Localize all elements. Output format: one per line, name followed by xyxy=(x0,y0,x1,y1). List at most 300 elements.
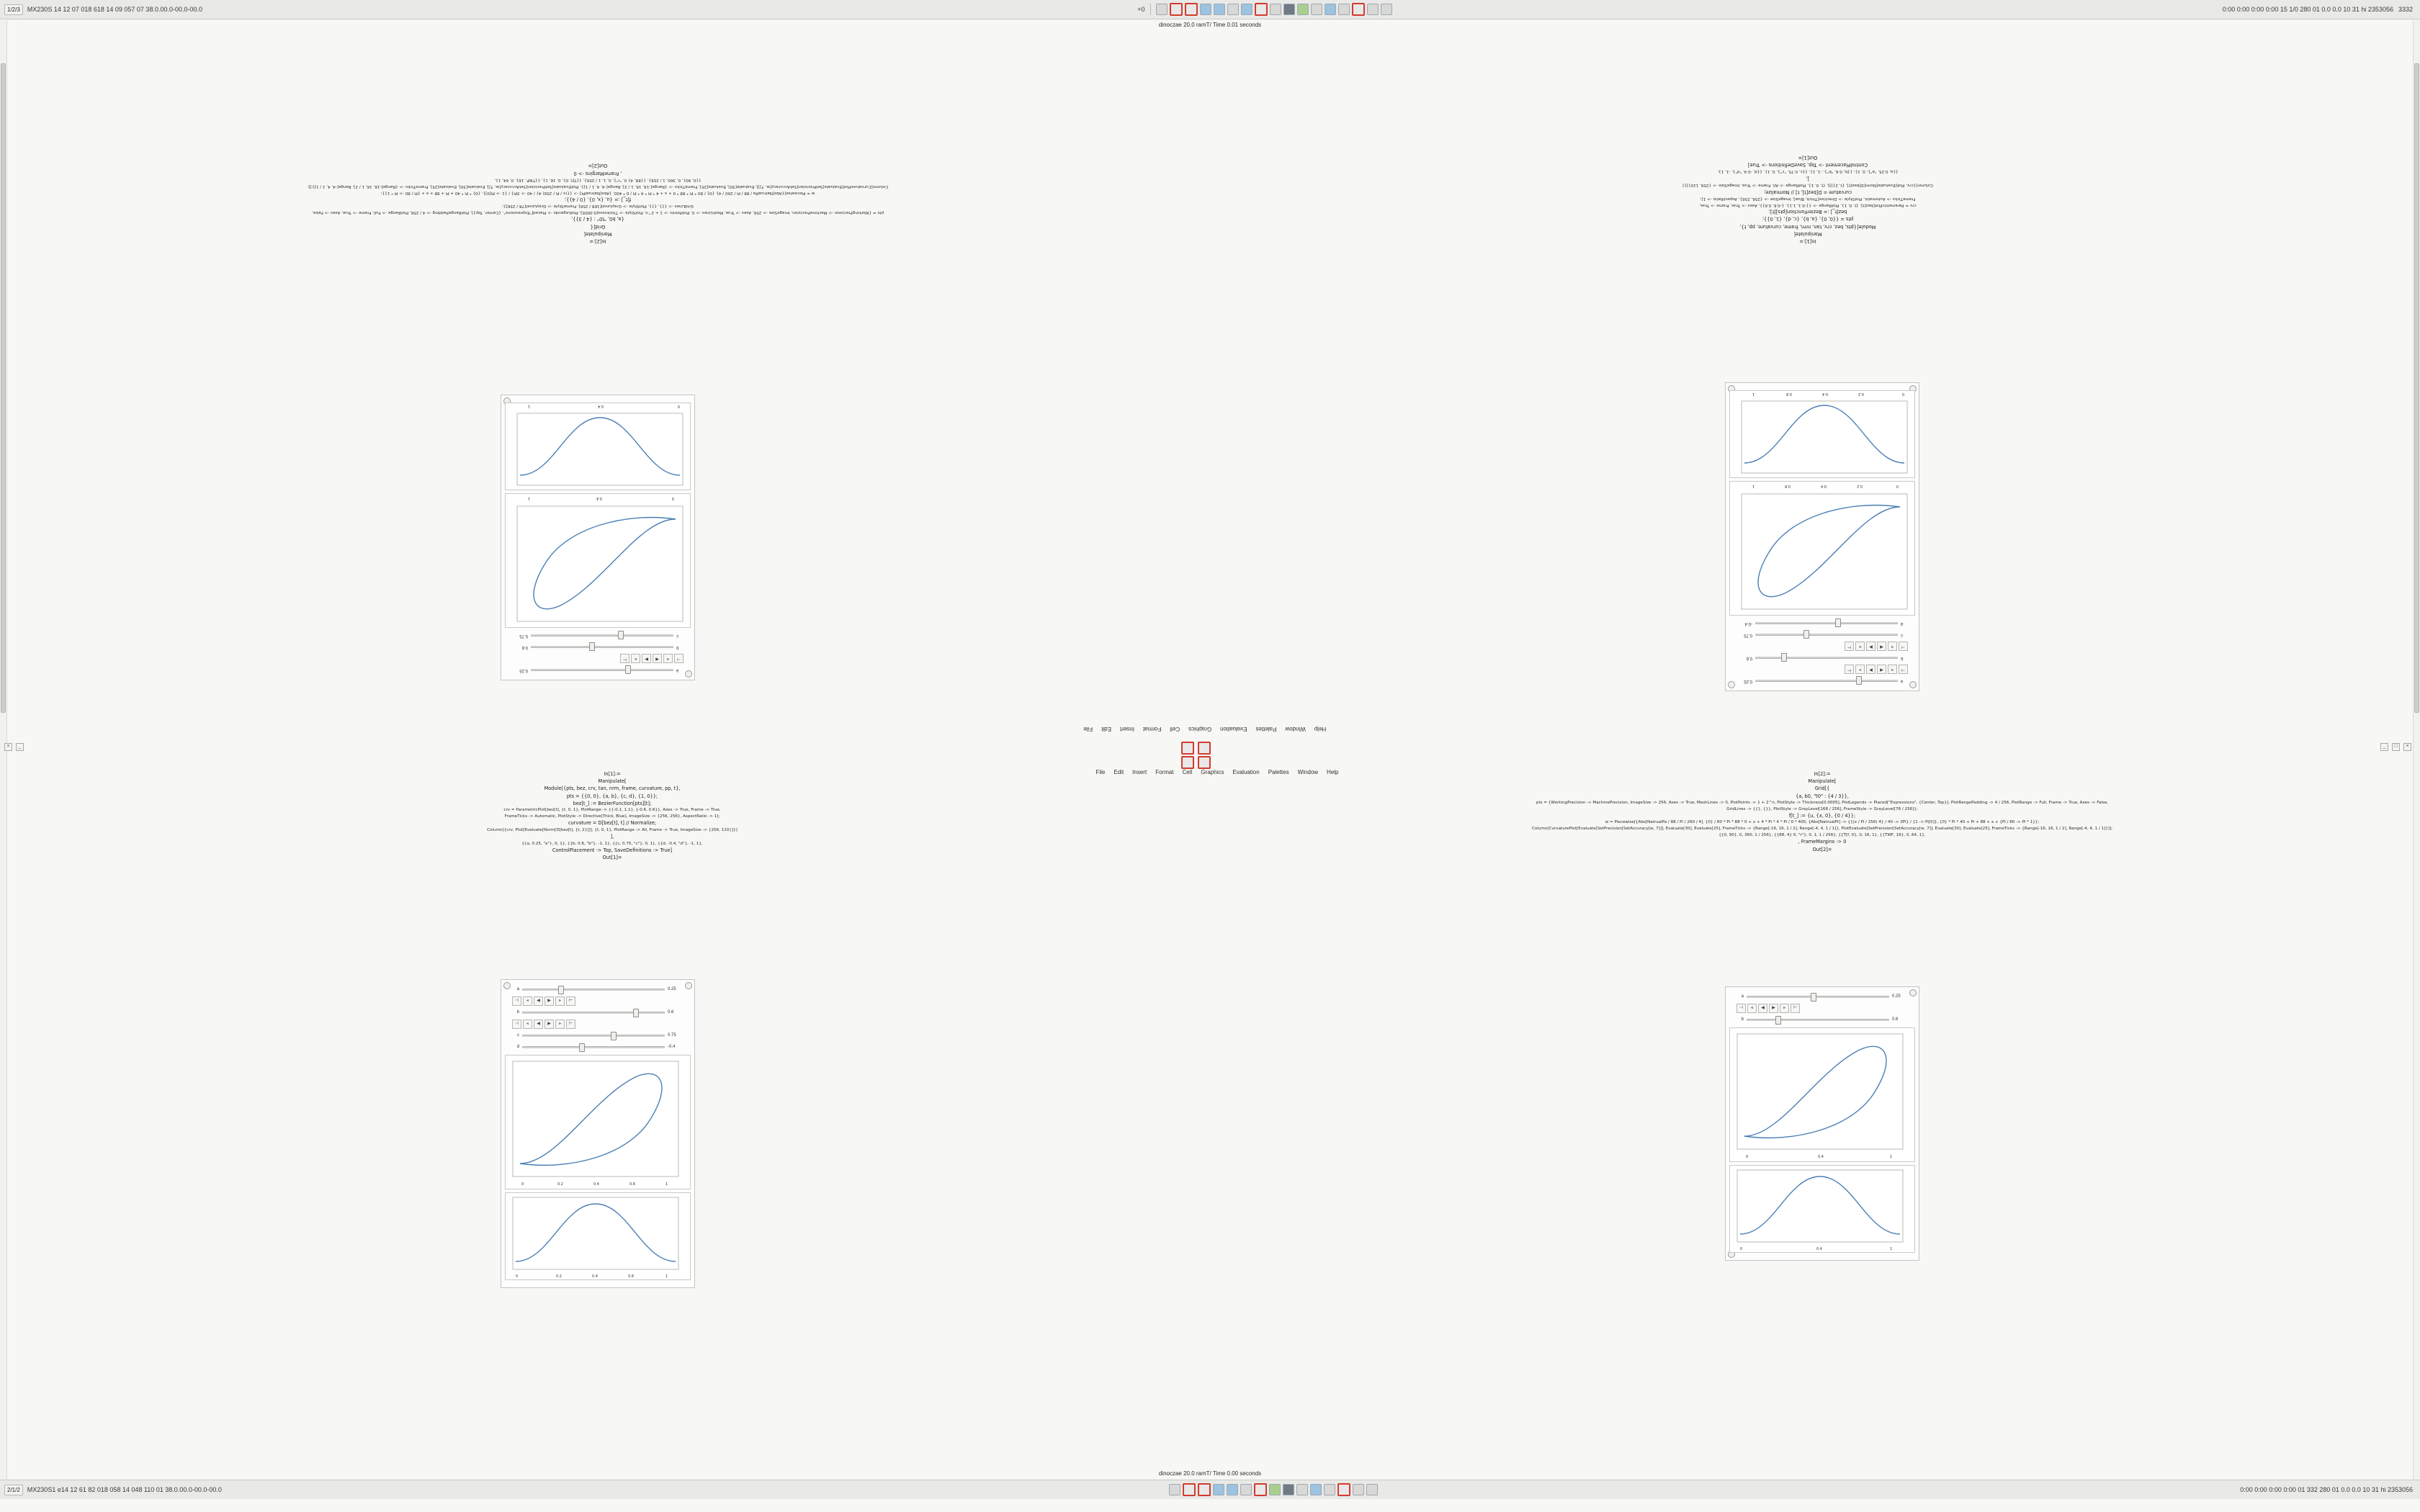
play-back-button[interactable]: ◀ xyxy=(534,996,543,1006)
code-line[interactable]: Grid[{ xyxy=(1814,786,1830,792)
svg-text:0.4: 0.4 xyxy=(598,404,604,408)
svg-text:0.2: 0.2 xyxy=(557,1182,563,1187)
slider-b-b[interactable] xyxy=(522,1009,665,1016)
control-row-d[interactable] xyxy=(1736,618,1908,629)
slider-c-2[interactable] xyxy=(531,632,673,639)
control-row-a-b[interactable] xyxy=(512,984,684,994)
svg-text:0.8: 0.8 xyxy=(1786,392,1792,396)
step-start-button[interactable]: ⊣ xyxy=(674,654,684,664)
control-button-row-b2[interactable] xyxy=(512,1019,684,1029)
curvature-plot-svg-b xyxy=(506,1193,686,1279)
step-end-button[interactable]: ⊢ xyxy=(620,654,629,664)
step-start-button[interactable]: ⊣ xyxy=(1899,665,1908,675)
output-label-left-b: Out[1]= xyxy=(602,855,622,861)
control-label-c-2: c xyxy=(676,634,678,638)
slider-d-b[interactable] xyxy=(522,1043,665,1050)
code-line[interactable]: GridLines -> {{}, {}}, PlotStyle -> GrayLevel[168 / 256], FrameStyle -> GrayLevel[78 / 256]}; xyxy=(502,204,694,209)
svg-text:0.4: 0.4 xyxy=(592,1274,598,1279)
app-icon-alert-b[interactable] xyxy=(1254,1483,1267,1496)
animation-buttons-b2[interactable] xyxy=(512,1020,575,1029)
slider-track xyxy=(1755,622,1898,624)
control-label-a-rb: a xyxy=(1741,994,1744,999)
panel-corner-handle[interactable] xyxy=(685,982,692,989)
step-back-fast-button[interactable]: ⫷ xyxy=(1747,1004,1757,1013)
app-icon-terminal-b[interactable] xyxy=(1240,1484,1252,1495)
input-label-left: In[1]:= xyxy=(1799,238,1816,244)
play-forward-button[interactable]: ▶ xyxy=(544,1020,554,1029)
code-line[interactable]: Column[CurvaturePlot[Evaluate[SetPrecision[SetAccuracy[w, 7]]], Evaluate[30], Evaluate[25], FrameTicks -> {Range[-16, 16, 1 / 2], Range[-4, 4, 1 / 1]}, PlotEvaluate[SetPrecision[SetAccuracy[w, 7]], Evaluate[30], Evaluate[25], FrameTicks -> {Range[-16, 16, 1 / 2], Range[-4, 4, 1 / 1]}]]; xyxy=(307,184,889,189)
play-forward-button[interactable]: ▶ xyxy=(1769,1004,1778,1013)
curvature-plot-svg-2 xyxy=(510,403,690,490)
code-line[interactable]: Manipulate[ xyxy=(598,778,627,785)
slider-thumb[interactable] xyxy=(618,631,624,639)
slider-thumb[interactable] xyxy=(589,642,595,651)
app-icon-recording-b[interactable] xyxy=(1183,1483,1196,1496)
step-back-fast-button[interactable]: ⫷ xyxy=(523,1020,532,1029)
code-line[interactable]: w = Piecewise[{Abs[NatrualPa / 88 / Pi / 260 / 4], {0} / 80 * Pi * 88 * 0 + x + 4 * Pi * 4 * Pi / 0 * 400, {Abs[NatrualPt] -> {{(x / Pi / 256) 4} / 40 -> 3Pi} / {1 -> Pi[0]}, {0} * Pi * 40 + Pi + 88 + x + {Pi / 80 -> Pi * 1}}; xyxy=(1605,820,2040,825)
play-back-button[interactable]: ◀ xyxy=(653,654,662,664)
curvature-plot-2[interactable] xyxy=(505,402,691,490)
slider-track xyxy=(531,646,673,648)
slider-track xyxy=(522,989,665,991)
svg-text:0.4: 0.4 xyxy=(596,496,602,500)
app-icon-alert-b2[interactable] xyxy=(1337,1483,1350,1496)
curvature-plot-b[interactable] xyxy=(505,1192,691,1280)
control-value-c: 0.75 xyxy=(1744,633,1752,637)
control-value-a-2: 0.25 xyxy=(519,668,528,672)
play-forward-button[interactable]: ▶ xyxy=(1866,642,1876,652)
code-line[interactable]: f[t_] := {u, {x, 0}, {0 / 4}}; xyxy=(564,196,632,202)
control-label-b-2: b xyxy=(676,645,679,649)
code-line[interactable]: bez[t_] := BezierFunction[pts][t]; xyxy=(573,800,652,806)
menu-item-edit[interactable]: Edit xyxy=(1113,769,1124,775)
svg-text:1: 1 xyxy=(527,496,530,500)
input-label-right: In[2]:= xyxy=(589,238,606,244)
code-line[interactable]: , FrameMargins -> 0 xyxy=(1798,839,1847,845)
svg-text:0.4: 0.4 xyxy=(1822,392,1828,396)
play-forward-button[interactable]: ▶ xyxy=(1866,665,1876,675)
svg-text:1: 1 xyxy=(1752,484,1754,488)
manipulate-output-right[interactable] xyxy=(501,395,695,680)
control-row-c[interactable] xyxy=(1736,630,1908,640)
code-line[interactable]: curvature = D[bez[t], t] // Normalize; xyxy=(568,820,657,827)
svg-text:0.8: 0.8 xyxy=(1785,484,1791,488)
bezier-plot-svg xyxy=(1734,482,1914,615)
app-icon-misc-b2[interactable] xyxy=(1353,1484,1364,1495)
svg-text:0: 0 xyxy=(1746,1155,1749,1159)
step-forward-fast-button[interactable]: ⫸ xyxy=(1855,642,1865,652)
panel-corner-handle[interactable] xyxy=(503,982,511,989)
animation-buttons[interactable] xyxy=(1845,665,1908,675)
input-label-left-b: In[1]:= xyxy=(604,771,621,777)
code-line[interactable]: Manipulate[ xyxy=(1793,230,1822,237)
step-forward-fast-button[interactable]: ⫸ xyxy=(1855,665,1865,675)
bottom-panel-right-group xyxy=(2240,1486,2420,1493)
slider-b-rb[interactable] xyxy=(1747,1016,1889,1023)
slider-track xyxy=(1755,680,1898,682)
input-cell-right-b[interactable] xyxy=(1275,770,2370,853)
slider-thumb[interactable] xyxy=(1781,653,1787,662)
play-forward-button[interactable]: ▶ xyxy=(642,654,651,664)
slider-b-2[interactable] xyxy=(531,644,673,651)
code-line[interactable]: Module[{pts, bez, crv, tan, nrm, frame, curvature, pp, t}, xyxy=(544,786,681,792)
animation-buttons-3[interactable] xyxy=(620,654,684,664)
input-cell-right[interactable] xyxy=(50,162,1145,245)
bezier-curve-plot-b[interactable] xyxy=(505,1055,691,1189)
manipulate-output-left[interactable] xyxy=(1725,382,1919,691)
close-icon-left[interactable]: × xyxy=(4,743,12,751)
menu-item-insert-m[interactable]: Insert xyxy=(1119,726,1134,732)
panel-corner-handle[interactable] xyxy=(1728,681,1735,688)
curvature-plot-svg xyxy=(1734,391,1914,477)
bezier-plot-svg-rb xyxy=(1730,1028,1910,1161)
window-controls-left[interactable] xyxy=(4,743,24,751)
slider-thumb[interactable] xyxy=(1803,630,1809,639)
slider-a-2[interactable] xyxy=(531,667,673,674)
clock-top[interactable]: 3332 xyxy=(2398,6,2413,13)
control-value-b: 0.6 xyxy=(1746,656,1752,660)
slider-track xyxy=(1747,996,1889,998)
control-row-d-b[interactable] xyxy=(512,1042,684,1052)
window-status-line: dinoczae 20.0 ramT/ Time 0.01 seconds xyxy=(1158,22,1262,28)
code-line[interactable]: ControlPlacement -> Top, SaveDefinitions -> True] xyxy=(552,847,673,854)
svg-text:0.2: 0.2 xyxy=(1858,392,1864,396)
code-line[interactable]: {a, b0, "t0" : {4 / 3}}, xyxy=(1796,793,1849,799)
manipulate-panel-rb[interactable] xyxy=(1725,986,1919,1261)
code-line[interactable]: Column[{crv, Plot[Evaluate[Norm[D[bez[t], {t, 2}]]], {t, 0, 1}, PlotRange -> All, Frame -> True, ImageSize -> {256, 110}]}] xyxy=(487,827,738,832)
code-line[interactable]: GridLines -> {{}, {}}, PlotStyle -> GrayLevel[168 / 256], FrameStyle -> GrayLevel[78 / 256]}; xyxy=(1726,806,1918,811)
menu-item-file-m2[interactable]: File xyxy=(1083,726,1093,732)
code-line[interactable]: FrameTicks -> Automatic, PlotStyle -> Directive[Thick, Blue], ImageSize -> {256, 256}, AspectRatio -> 1]; xyxy=(504,814,720,819)
code-line[interactable]: crv = ParametricPlot[bez[t], {t, 0, 1}, PlotRange -> {{-0.1, 1.1}, {-0.6, 0.6}}, Axes -> True, Frame -> True, xyxy=(503,808,721,813)
play-back-button[interactable]: ◀ xyxy=(1877,642,1886,652)
code-line[interactable]: Column[CurvaturePlot[Evaluate[SetPrecision[SetAccuracy[w, 7]]], Evaluate[30], Evaluate[25], FrameTicks -> {Range[-16, 16, 1 / 2], Range[-4, 4, 1 / 1]}, PlotEvaluate[SetPrecision[SetAccuracy[w, 7]], Evaluate[30], Evaluate[25], FrameTicks -> {Range[-16, 16, 1 / 2], Range[-4, 4, 1 / 1]}]]; xyxy=(1531,827,2113,832)
code-line[interactable]: ControlPlacement -> Top, SaveDefinitions -> True] xyxy=(1747,161,1868,168)
code-line[interactable]: FrameTicks -> Automatic, PlotStyle -> Directive[Thick, Blue], ImageSize -> {256, 256}, AspectRatio -> 1]; xyxy=(1700,197,1916,202)
step-end-button[interactable]: ⊢ xyxy=(566,996,575,1006)
control-button-row-3[interactable] xyxy=(512,654,684,664)
code-line[interactable]: Column[{crv, Plot[Evaluate[Norm[D[bez[t], {t, 2}]]], {t, 0, 1}, PlotRange -> All, Frame -> True, ImageSize -> {256, 110}]}] xyxy=(1682,183,1933,188)
slider-track xyxy=(531,634,673,636)
play-back-button[interactable]: ◀ xyxy=(1877,665,1886,675)
minimize-icon-left[interactable]: _ xyxy=(16,743,24,751)
code-line[interactable]: Manipulate[ xyxy=(583,230,612,237)
control-button-row-1[interactable] xyxy=(1736,665,1908,675)
taskbar-count-top: +0 xyxy=(1137,6,1145,13)
control-row-a-rb[interactable] xyxy=(1736,991,1908,1002)
svg-text:0: 0 xyxy=(1901,392,1904,396)
svg-text:1: 1 xyxy=(666,1274,668,1279)
code-line[interactable]: w = Piecewise[{Abs[NatrualPa / 88 / Pi / 260 / 4], {0} / 80 * Pi * 88 * 0 + x + 4 * Pi * 4 * Pi / 0 * 400, {Abs[NatrualPt] -> {{(x / Pi / 256) 4} / 40 -> 3Pi} / {1 -> Pi[0]}, {0} * Pi * 40 + Pi + 88 + x + {Pi / 80 -> Pi * 1}}; xyxy=(380,190,815,195)
step-back-fast-button[interactable]: ⫷ xyxy=(523,996,532,1006)
control-label-d-b: d xyxy=(516,1045,519,1049)
app-icon-settings-b[interactable] xyxy=(1283,1484,1294,1495)
control-value-c-b: 0.75 xyxy=(668,1033,676,1038)
play-forward-button[interactable]: ▶ xyxy=(544,996,554,1006)
control-value-d: -0.4 xyxy=(1744,621,1752,626)
menu-item-evaluation-m[interactable]: Evaluation xyxy=(1220,726,1247,732)
slider-a-rb[interactable] xyxy=(1747,993,1889,1000)
code-line[interactable]: , FrameMargins -> 0 xyxy=(573,170,622,176)
step-end-button[interactable]: ⊢ xyxy=(1845,642,1854,652)
control-label-a: a xyxy=(1901,679,1904,683)
control-value-b-2: 0.6 xyxy=(521,645,528,649)
step-end-button[interactable]: ⊢ xyxy=(1845,665,1854,675)
input-label-right-b: In[2]:= xyxy=(1814,771,1831,777)
system-status-bottom: 0:00 0:00 0:00 0:00 01 332 280 01 0.0 0.0 10 31 hi 2353056 xyxy=(2240,1486,2413,1493)
manipulate-output-right-b[interactable] xyxy=(1725,986,1919,1261)
slider-thumb[interactable] xyxy=(1811,993,1816,1002)
slider-track xyxy=(531,669,673,671)
control-value-b-rb: 0.6 xyxy=(1892,1017,1899,1022)
code-line[interactable]: Manipulate[ xyxy=(1808,778,1837,785)
code-line[interactable]: crv = ParametricPlot[bez[t], {t, 0, 1}, PlotRange -> {{-0.1, 1.1}, {-0.6, 0.6}}, Axes -> True, Frame -> True, xyxy=(1699,202,1917,207)
control-button-row-2[interactable] xyxy=(1736,642,1908,652)
app-icon-files-b[interactable] xyxy=(1169,1484,1180,1495)
menu-item-file[interactable]: File xyxy=(1095,769,1106,775)
manipulate-output-left-b[interactable] xyxy=(501,979,695,1288)
code-line[interactable]: {{0, 90}, 0, 360, 1 / 256}, {{88, 4} 0, "r"}, 0, 1, 1 / 256}, {{T[f, 0}, 0, 16, 1}, {{TWF, 16}, 0, 64, 1}, xyxy=(494,178,702,183)
svg-text:1: 1 xyxy=(1890,1155,1893,1159)
control-button-row-b1[interactable] xyxy=(512,996,684,1006)
input-cell-left[interactable] xyxy=(1282,153,2334,245)
panel-corner-handle[interactable] xyxy=(685,670,692,678)
manipulate-panel-2[interactable] xyxy=(501,395,695,680)
bezier-curve-plot-2[interactable] xyxy=(505,493,691,628)
slider-thumb[interactable] xyxy=(633,1009,639,1017)
step-forward-fast-button[interactable]: ⫸ xyxy=(555,996,565,1006)
control-row-b[interactable] xyxy=(1736,653,1908,663)
control-row-a[interactable] xyxy=(1736,676,1908,686)
svg-text:1: 1 xyxy=(1752,392,1754,396)
menu-item-cell-m[interactable]: Cell xyxy=(1170,726,1180,732)
control-label-b: b xyxy=(1901,656,1904,660)
control-label-b-b: b xyxy=(516,1010,519,1014)
slider-thumb[interactable] xyxy=(1835,618,1841,627)
center-toolbar-row-1[interactable] xyxy=(1181,742,1211,755)
control-row-c-b[interactable] xyxy=(512,1030,684,1040)
code-line[interactable]: pts = {WorkingPrecision -> MachinePrecision, ImageSize -> 256, Axes -> True, MeshLines -> 0, PlotPoints -> 1 + 2^n, PlotStyle -> Thickness[0.0005], PlotLegends -> Placed["Expressions", {Center, Top}], PlotRangePadding -> 4 / 256, PlotRange -> Full, Frame -> True, Axes -> False, xyxy=(1536,800,2109,805)
control-value-b-b: 0.6 xyxy=(668,1010,674,1014)
svg-text:0: 0 xyxy=(521,1182,524,1187)
system-status-top: 0:00 0:00 0:00 0:00 15 1/0 280 01 0.0 0.0 10 31 hi 2353056 xyxy=(2222,6,2393,13)
mirrored-notebook-top xyxy=(0,0,2420,749)
svg-text:0.4: 0.4 xyxy=(1821,484,1827,488)
play-back-button[interactable]: ◀ xyxy=(1758,1004,1767,1013)
menu-item-palettes[interactable]: Palettes xyxy=(1268,769,1289,775)
step-start-button[interactable]: ⊣ xyxy=(512,1020,521,1029)
curvature-plot-svg-rb xyxy=(1730,1166,1910,1252)
step-back-fast-button[interactable]: ⫷ xyxy=(1888,642,1897,652)
session-text-top: MX230S 14 12 07 018 618 14 09 057 07 38.0.00.0-00.0-00.0 xyxy=(27,6,202,13)
slider-thumb[interactable] xyxy=(625,665,631,674)
code-line[interactable]: pts = {{0, 0}, {a, b}, {c, d}, {1, 0}}; xyxy=(566,793,658,799)
session-text-bottom: MX230S1 e14 12 61 82 018 058 14 048 110 01 38.0.00.0-00.0-00.0 xyxy=(27,1486,222,1493)
bezier-curve-plot-rb[interactable] xyxy=(1729,1027,1915,1162)
menu-item-edit-m[interactable]: Edit xyxy=(1101,726,1111,732)
menu-item-help[interactable]: Help xyxy=(1327,769,1339,775)
app-icon-recording-b2[interactable] xyxy=(1198,1483,1211,1496)
bottom-status-line: dinoczae 20.0 ramT/ Time 0.00 seconds xyxy=(1158,1470,1262,1477)
svg-text:0: 0 xyxy=(1896,484,1899,488)
slider-c-b[interactable] xyxy=(522,1032,665,1039)
code-line[interactable]: Module[{pts, bez, crv, tan, nrm, frame, curvature, pp, t}, xyxy=(1739,223,1876,230)
code-line[interactable]: {a, b0, "t0" : {4 / 3}}, xyxy=(571,216,624,222)
control-row-b-2[interactable] xyxy=(512,642,684,652)
record-icon-2[interactable] xyxy=(1198,742,1211,755)
slider-thumb[interactable] xyxy=(558,986,564,994)
svg-text:1: 1 xyxy=(666,1182,668,1187)
output-label-right-b: Out[2]= xyxy=(1812,846,1832,852)
slider-d[interactable] xyxy=(1755,620,1898,627)
menu-item-evaluation[interactable]: Evaluation xyxy=(1232,769,1260,775)
control-button-row-rb[interactable] xyxy=(1736,1003,1908,1013)
code-line[interactable]: {{0, 90}, 0, 360, 1 / 256}, {{88, 4} 0, "r"}, 0, 1, 1 / 256}, {{T[f, 0}, 0, 16, 1}, {{TWF, 16}, 0, 64, 1}, xyxy=(1718,832,1926,837)
animation-buttons-b1[interactable] xyxy=(512,996,575,1006)
code-line[interactable]: bez[t_] := BezierFunction[pts][t]; xyxy=(1768,209,1847,215)
slider-track xyxy=(1755,657,1898,659)
bottom-panel-taskbar[interactable] xyxy=(307,1483,2240,1496)
app-icon-browser-b[interactable] xyxy=(1213,1484,1224,1495)
control-value-d-b: -0.4 xyxy=(668,1045,676,1049)
workspace-indicator-top[interactable]: 1/2/3 xyxy=(4,4,23,15)
record-icon[interactable] xyxy=(1181,742,1194,755)
notebook-bottom xyxy=(0,763,2420,1512)
step-end-button[interactable]: ⊢ xyxy=(566,1020,575,1029)
slider-thumb[interactable] xyxy=(579,1043,585,1052)
control-row-b-b[interactable] xyxy=(512,1007,684,1017)
step-forward-fast-button[interactable]: ⫸ xyxy=(555,1020,565,1029)
bezier-plot-svg-b xyxy=(506,1056,686,1189)
maximize-icon[interactable]: □ xyxy=(2392,743,2400,751)
menu-item-format[interactable]: Format xyxy=(1155,769,1174,775)
svg-text:0.8: 0.8 xyxy=(629,1182,635,1187)
step-back-fast-button[interactable]: ⫷ xyxy=(1888,665,1897,675)
panel-corner-handle[interactable] xyxy=(1909,681,1917,688)
control-label-d: d xyxy=(1901,621,1904,626)
menu-item-window-m[interactable]: Window xyxy=(1285,726,1306,732)
menu-item-graphics[interactable]: Graphics xyxy=(1201,769,1224,775)
workspace-indicator-bottom[interactable]: 2/1/2 xyxy=(4,1485,23,1495)
control-row-a-2[interactable] xyxy=(512,665,684,675)
code-line[interactable]: {{a, 0.25, "a"}, 0, 1}, {{b, 0.6, "b"}, -1, 1}, {{c, 0.75, "c"}, 0, 1}, {{d, -0.4, "d"}, -1, 1}, xyxy=(1717,169,1899,174)
control-value-a-rb: 0.25 xyxy=(1892,994,1901,999)
control-value-c-2: 0.75 xyxy=(519,634,528,638)
slider-thumb[interactable] xyxy=(1857,676,1863,685)
output-label-left: Out[1]= xyxy=(1798,154,1818,161)
control-label-b-rb: b xyxy=(1741,1017,1744,1022)
input-cell-left-b[interactable] xyxy=(86,770,1138,862)
code-line[interactable]: pts = {{0, 0}, {a, b}, {c, d}, {1, 0}}; xyxy=(1762,216,1854,222)
control-row-c-2[interactable] xyxy=(512,631,684,641)
code-line[interactable]: f[t_] := {u, {x, 0}, {0 / 4}}; xyxy=(1788,813,1856,819)
app-icon-archive-b[interactable] xyxy=(1296,1484,1308,1495)
window-controls[interactable] xyxy=(2380,743,2411,751)
slider-track xyxy=(1755,634,1898,636)
svg-text:0.8: 0.8 xyxy=(628,1274,634,1279)
app-icon-misc-b[interactable] xyxy=(1324,1484,1335,1495)
control-row-b-rb[interactable] xyxy=(1736,1014,1908,1025)
app-icon-misc-b3[interactable] xyxy=(1366,1484,1378,1495)
slider-track xyxy=(522,1035,665,1037)
bottom-desktop-panel[interactable] xyxy=(0,1480,2420,1499)
slider-a-b[interactable] xyxy=(522,986,665,993)
step-end-button[interactable]: ⊢ xyxy=(1791,1004,1800,1013)
menu-item-window[interactable]: Window xyxy=(1297,769,1319,775)
step-start-button[interactable]: ⊣ xyxy=(512,996,521,1006)
bezier-curve-plot[interactable] xyxy=(1729,481,1915,616)
svg-text:0.4: 0.4 xyxy=(593,1182,599,1187)
step-back-fast-button[interactable]: ⫷ xyxy=(663,654,673,664)
step-forward-fast-button[interactable]: ⫸ xyxy=(1780,1004,1789,1013)
svg-text:1: 1 xyxy=(527,404,530,408)
control-label-c-b: c xyxy=(517,1033,519,1038)
code-line[interactable]: ], xyxy=(1806,175,1810,181)
step-start-button[interactable]: ⊣ xyxy=(1736,1004,1746,1013)
code-line[interactable]: {{a, 0.25, "a"}, 0, 1}, {{b, 0.6, "b"}, -1, 1}, {{c, 0.75, "c"}, 0, 1}, {{d, -0.4, "d"}, -1, 1}, xyxy=(521,841,703,846)
play-back-button[interactable]: ◀ xyxy=(534,1020,543,1029)
bottom-panel-left-group xyxy=(0,1485,307,1495)
svg-text:0: 0 xyxy=(516,1274,519,1279)
manipulate-panel[interactable] xyxy=(1725,382,1919,691)
control-label-c: c xyxy=(1901,633,1903,637)
menu-item-palettes-m[interactable]: Palettes xyxy=(1255,726,1277,732)
step-start-button[interactable]: ⊣ xyxy=(1899,642,1908,652)
control-label-a-2: a xyxy=(676,668,679,672)
svg-text:0.2: 0.2 xyxy=(556,1274,562,1279)
step-forward-fast-button[interactable]: ⫸ xyxy=(631,654,640,664)
menu-item-format-m[interactable]: Format xyxy=(1142,726,1162,732)
animation-buttons-rb[interactable] xyxy=(1736,1004,1800,1013)
code-line[interactable]: curvature = D[bez[t], t] // Normalize; xyxy=(1763,189,1852,195)
slider-track xyxy=(1747,1019,1889,1021)
app-icon-editor-b[interactable] xyxy=(1227,1484,1238,1495)
output-label-right: Out[2]= xyxy=(588,163,608,169)
minimize-icon[interactable]: _ xyxy=(2380,743,2388,751)
svg-text:0.2: 0.2 xyxy=(1857,484,1863,488)
svg-text:0: 0 xyxy=(671,496,674,500)
slider-c[interactable] xyxy=(1755,631,1898,639)
curvature-plot[interactable] xyxy=(1729,390,1915,478)
slider-track xyxy=(522,1012,665,1014)
animation-buttons-2[interactable] xyxy=(1845,642,1908,652)
svg-text:0.4: 0.4 xyxy=(1818,1155,1824,1159)
code-line[interactable]: ], xyxy=(610,834,614,840)
close-icon[interactable]: × xyxy=(2403,743,2411,751)
curvature-plot-rb[interactable] xyxy=(1729,1165,1915,1253)
bezier-plot-svg-2 xyxy=(510,494,690,627)
code-line[interactable]: Grid[{ xyxy=(590,223,606,230)
app-icon-sheet-b[interactable] xyxy=(1269,1484,1281,1495)
menubar-mirrored[interactable] xyxy=(944,726,1491,732)
app-icon-viewer-b[interactable] xyxy=(1310,1484,1322,1495)
menu-item-cell[interactable]: Cell xyxy=(1182,769,1193,775)
svg-text:0: 0 xyxy=(1740,1247,1743,1251)
code-line[interactable]: pts = {WorkingPrecision -> MachinePrecision, ImageSize -> 256, Axes -> True, MeshLines -> 0, PlotPoints -> 1 + 2^n, PlotStyle -> Thickness[0.0005], PlotLegends -> Placed["Expressions", {Center, Top}], PlotRangePadding -> 4 / 256, PlotRange -> Full, Frame -> True, Axes -> False, xyxy=(311,210,884,215)
menu-item-graphics-m[interactable]: Graphics xyxy=(1188,726,1212,732)
slider-a[interactable] xyxy=(1755,678,1898,685)
svg-text:0: 0 xyxy=(677,404,680,408)
menu-item-file-m[interactable]: Help xyxy=(1314,726,1327,732)
menu-item-insert[interactable]: Insert xyxy=(1132,769,1147,775)
panel-corner-handle[interactable] xyxy=(1909,989,1917,996)
control-value-a-b: 0.25 xyxy=(668,987,676,991)
control-label-a-b: a xyxy=(516,987,519,991)
slider-b[interactable] xyxy=(1755,654,1898,662)
slider-thumb[interactable] xyxy=(611,1032,617,1040)
manipulate-panel-b[interactable] xyxy=(501,979,695,1288)
slider-thumb[interactable] xyxy=(1775,1016,1781,1025)
